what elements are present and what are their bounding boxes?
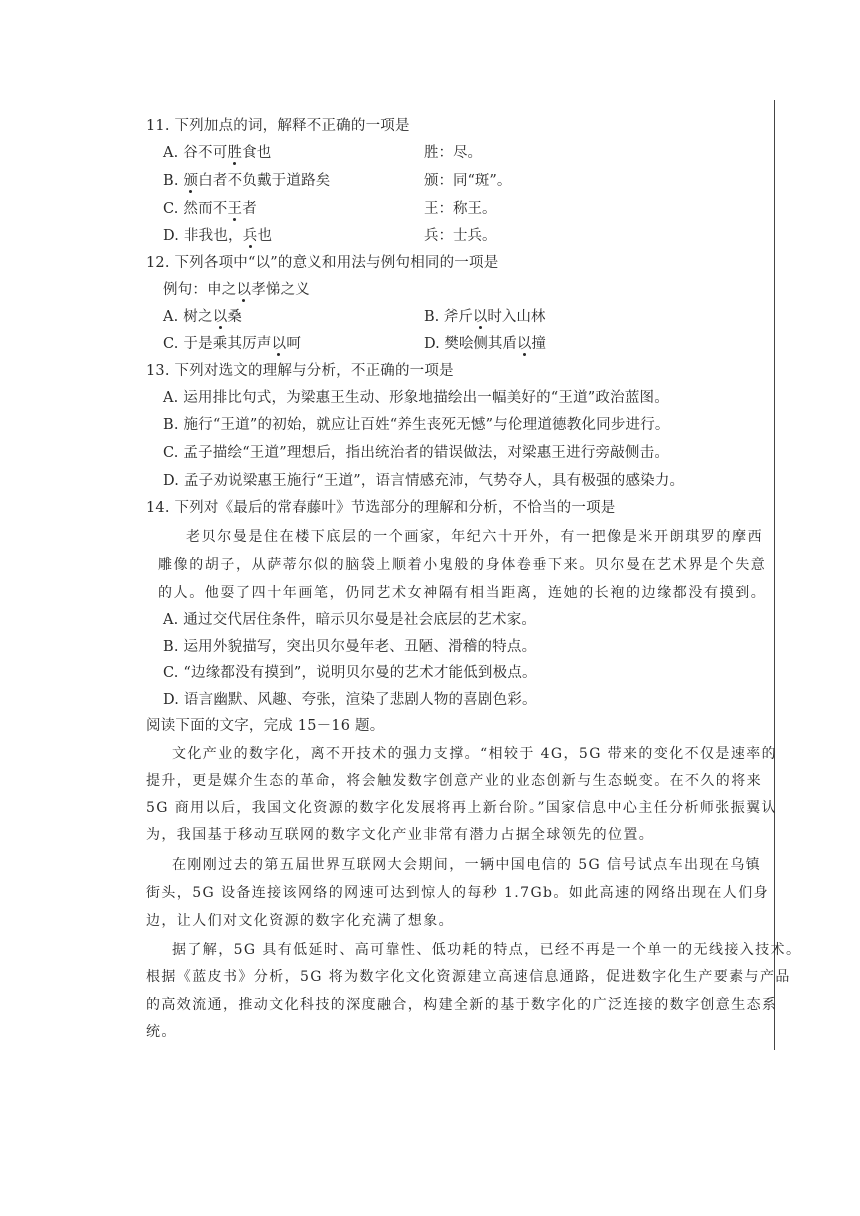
q12-c-dotted-word: 以 <box>271 336 287 352</box>
q13-option-d: D. 孟子劝说梁惠王施行“王道”，语言情感充沛，气势夺人，具有极强的感染力。 <box>163 473 685 489</box>
q12-a-text-rest: 桑 <box>227 309 243 325</box>
q12-example <box>163 280 310 300</box>
q11-d-gloss: 兵：士兵。 <box>424 228 497 244</box>
q11-a-text: A. 谷不可 <box>163 145 228 161</box>
reading-line: 5G 商用以后，我国文化资源的数字化发展将再上新台阶。”国家信息中心主任分析师张振翼认 <box>146 800 777 816</box>
q11-a-text-rest: 食也 <box>242 145 272 161</box>
q11-stem: 11. 下列加点的词，解释不正确的一项是 <box>146 118 410 134</box>
q13-option-c: C. 孟子描绘“王道”理想后，指出统治者的错误做法，对梁惠王进行旁敲侧击。 <box>163 445 670 461</box>
q12-c-text-rest: 呵 <box>286 336 302 352</box>
reading-line: 边，让人们对文化资源的数字化充满了想象。 <box>146 913 454 929</box>
q12-a-text: A. 树之 <box>163 309 213 325</box>
q11-c-text-rest: 者 <box>242 201 257 217</box>
q11-a-dotted-word: 胜 <box>227 145 243 161</box>
q14-option-a: A. 通过交代居住条件，暗示贝尔曼是社会底层的艺术家。 <box>163 612 537 628</box>
q11-d-text-rest: 也 <box>257 228 273 244</box>
q12-d-dotted-word: 以 <box>516 336 532 352</box>
q12-stem: 12. 下列各项中“以”的意义和用法与例句相同的一项是 <box>146 255 499 271</box>
q14-passage-line: 老贝尔曼是住在楼下底层的一个画家，年纪六十开外，有一把像是米开朗琪罗的摩西 <box>186 529 764 545</box>
q11-option-a <box>163 143 272 163</box>
q14-option-c: C. “边缘都没有摸到”，说明贝尔曼的艺术才能低到极点。 <box>163 665 537 681</box>
q11-c-gloss: 王：称王。 <box>424 201 497 217</box>
q12-b-text: B. 斧斤 <box>424 309 473 325</box>
reading-line: 统。 <box>146 1024 177 1040</box>
q11-option-d <box>163 226 272 246</box>
q11-a-gloss: 胜：尽。 <box>424 145 482 161</box>
q11-b-text: B. <box>163 173 184 189</box>
q12-d-text-rest: 撞 <box>531 336 546 352</box>
q11-c-dotted-word: 王 <box>227 201 243 217</box>
q13-option-b: B. 施行“王道”的初始，就应让百姓“养生丧死无憾”与伦理道德教化同步进行。 <box>163 417 670 433</box>
q12-option-d <box>424 334 546 354</box>
q12-example-text: 例句：申之 <box>163 282 237 298</box>
q13-option-a: A. 运用排比句式，为梁惠王生动、形象地描绘出一幅美好的“王道”政治蓝图。 <box>163 390 669 406</box>
reading-line: 据了解，5G 具有低延时、高可靠性、低功耗的特点，已经不再是一个单一的无线接入技术。 <box>172 942 802 958</box>
q12-a-dotted-word: 以 <box>212 309 228 325</box>
q11-d-text: D. 非我也， <box>163 228 243 244</box>
q12-option-c <box>163 334 301 354</box>
q14-option-d: D. 语言幽默、风趣、夸张，渲染了悲剧人物的喜剧色彩。 <box>163 692 537 708</box>
q11-b-dotted-word: 颁 <box>183 173 199 189</box>
q12-example-dotted-word: 以 <box>236 282 252 298</box>
q14-passage-line: 的人。他耍了四十年画笔，仍同艺术女神隔有相当距离，连她的长袍的边缘都没有摸到。 <box>158 585 767 601</box>
reading-line: 在刚刚过去的第五届世界互联网大会期间，一辆中国电信的 5G 信号试点车出现在乌镇 <box>172 857 761 873</box>
q12-option-b <box>424 307 545 327</box>
q14-passage-line: 雕像的胡子，从萨蒂尔似的脑袋上顺着小鬼般的身体卷垂下来。贝尔曼在艺术界是个失意 <box>158 557 767 573</box>
q12-b-dotted-word: 以 <box>472 309 488 325</box>
reading-line: 根据《蓝皮书》分析，5G 将为数字化文化资源建立高速信息通路，促进数字化生产要素与产品 <box>146 969 791 985</box>
q12-example-text-rest: 孝悌之义 <box>251 282 311 298</box>
q11-b-text-rest: 白者不负戴于道路矣 <box>198 173 331 189</box>
q11-option-c <box>163 199 257 219</box>
reading-line: 提升，更是媒介生态的革命，将会触发数字创意产业的业态创新与生态蜕变。在不久的将来 <box>146 773 762 789</box>
q14-stem: 14. 下列对《最后的常春藤叶》节选部分的理解和分析，不恰当的一项是 <box>146 500 616 516</box>
q12-option-a <box>163 307 242 327</box>
q13-stem: 13. 下列对选文的理解与分析，不正确的一项是 <box>146 363 454 379</box>
q14-option-b: B. 运用外貌描写，突出贝尔曼年老、丑陋、滑稽的特点。 <box>163 639 537 655</box>
reading-line: 为，我国基于移动互联网的数字文化产业非常有潜力占据全球领先的位置。 <box>146 827 655 843</box>
reading-line: 街头，5G 设备连接该网络的网速可达到惊人的每秒 1.7Gb。如此高速的网络出现在人们身 <box>146 885 769 901</box>
q12-c-text: C. 于是乘其厉声 <box>163 336 272 352</box>
q11-d-dotted-word: 兵 <box>242 228 258 244</box>
q11-c-text: C. 然而不 <box>163 201 228 217</box>
reading-line: 的高效流通，推动文化科技的深度融合，构建全新的基于数字化的广泛连接的数字创意生态系 <box>146 997 778 1013</box>
column-divider <box>774 100 775 1050</box>
reading-intro: 阅读下面的文字，完成 15－16 题。 <box>146 718 385 734</box>
q11-option-b <box>163 171 331 191</box>
q12-d-text: D. 樊哙侧其盾 <box>424 336 517 352</box>
reading-line: 文化产业的数字化，离不开技术的强力支撑。“相较于 4G，5G 带来的变化不仅是速率的 <box>172 746 778 762</box>
q12-b-text-rest: 时入山林 <box>487 309 546 325</box>
q11-b-gloss: 颁：同“斑”。 <box>424 173 512 189</box>
